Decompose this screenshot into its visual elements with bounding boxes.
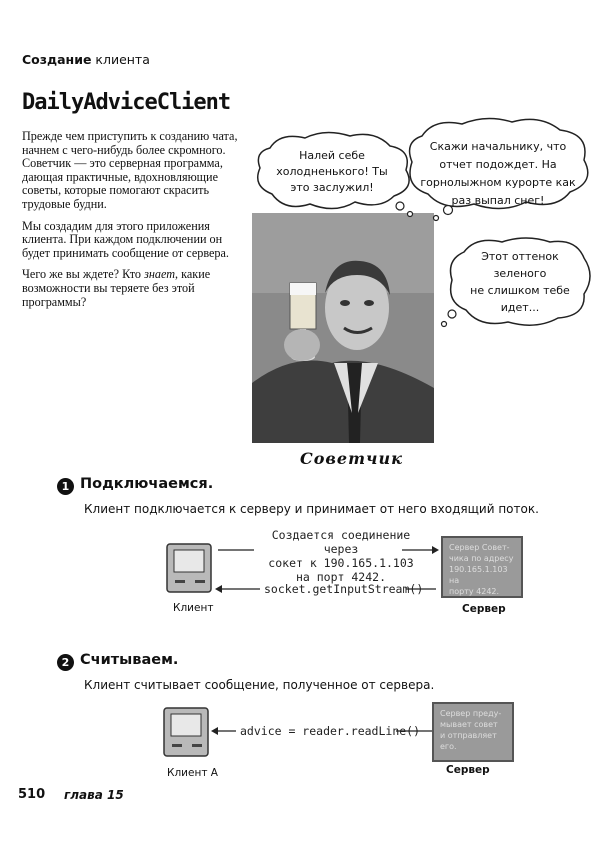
step-1-server-label: Сервер <box>462 603 506 615</box>
step-1-description: Клиент подключается к серверу и принимает от него входящий поток. <box>84 502 539 516</box>
page-number: 510 <box>18 787 46 802</box>
step-1-title: Подключаемся. <box>80 476 214 492</box>
bubble-right-bottom-line-3: не слишком тебе <box>470 284 570 297</box>
step-1-method: socket.getInputStream() <box>264 582 424 596</box>
client-a-computer-icon <box>162 706 210 760</box>
client-computer-icon <box>165 542 213 596</box>
step-2-method: advice = reader.readLine() <box>240 724 421 738</box>
intro-paragraph-1: Прежде чем приступить к созданию чата, начнем с чего-нибудь более скромного. Советчик — это серверная программа, дающая практичные, вдохновляющие советы, которые помогают скрасить трудовые будни. <box>22 129 238 211</box>
step-1-server-line-2: чика по адресу <box>449 554 514 563</box>
step-2-server-text <box>434 704 512 756</box>
bubble-right-bottom-line-4: идет... <box>500 301 540 314</box>
advisor-photo <box>252 213 434 443</box>
step-1-server-line-1: Сервер Совет- <box>449 543 510 552</box>
advisor-illustration <box>252 213 434 443</box>
bubble-right-top-line-4: раз выпал снег! <box>451 194 545 207</box>
intro-p3-before: Чего же вы ждете? Кто <box>22 267 145 282</box>
step-2-client-label: Клиент А <box>167 767 218 779</box>
intro-paragraph-2: Мы создадим для этого приложения клиента. При каждом подключении он будет принимать сообщение от сервера. <box>22 218 229 260</box>
step-1-number: 1 <box>57 478 74 495</box>
bubble-right-top-line-3: горнолыжном курорте как <box>420 176 576 189</box>
step-1-note <box>256 528 426 584</box>
bubble-left-line-3: это заслужил! <box>290 181 374 194</box>
section-header-bold: Создание <box>22 52 92 67</box>
bubble-right-top-line-2: отчет подождет. На <box>439 158 557 171</box>
page-title: DailyAdviceClient <box>22 90 231 115</box>
step-1-server-box <box>441 536 523 598</box>
bubble-right-bottom-line-1: Этот оттенок <box>481 250 559 263</box>
step-2-server-label: Сервер <box>446 764 490 776</box>
intro-p3-emphasis: знает <box>144 267 176 282</box>
step-2-description: Клиент считывает сообщение, полученное от сервера. <box>84 678 435 692</box>
step-1-server-line-4: порту 4242. <box>449 587 500 596</box>
bubble-right-bottom-text <box>455 248 585 316</box>
photo-caption: Советчик <box>300 449 403 468</box>
bubble-right-top-text <box>408 138 588 210</box>
step-1-note-line-3: на порт 4242. <box>295 570 386 584</box>
step-1-server-line-3: 190.165.1.103 на <box>449 565 508 585</box>
bubble-right-top-line-1: Скажи начальнику, что <box>429 140 567 153</box>
step-2-number: 2 <box>57 654 74 671</box>
step-2-server-box <box>432 702 514 762</box>
step-1-note-line-2: сокет к 190.165.1.103 <box>268 556 414 570</box>
section-header <box>22 52 150 67</box>
step-2-server-line-1: Сервер преду- <box>440 709 502 718</box>
chapter-label: глава 15 <box>64 788 124 802</box>
step-1-client-label: Клиент <box>173 602 214 614</box>
bubble-right-bottom-line-2: зеленого <box>493 267 547 280</box>
bubble-left-text <box>262 148 402 196</box>
intro-paragraph-3 <box>22 268 247 309</box>
intro-text <box>22 130 247 317</box>
intro-p3-after: , какие возможности вы теряете без этой программы? <box>22 267 211 309</box>
step-1-server-text <box>443 538 521 601</box>
step-2-server-line-2: мывает совет <box>440 720 498 729</box>
bubble-left-line-1: Налей себе <box>299 149 365 162</box>
section-header-rest: клиента <box>91 52 150 67</box>
bubble-left-line-2: холодненького! Ты <box>276 165 388 178</box>
step-2-server-line-3: и отправляет <box>440 731 497 740</box>
step-2-title: Считываем. <box>80 652 179 668</box>
step-2-server-line-4: его. <box>440 742 457 751</box>
step-1-note-line-1: Создается соединение через <box>271 528 411 556</box>
